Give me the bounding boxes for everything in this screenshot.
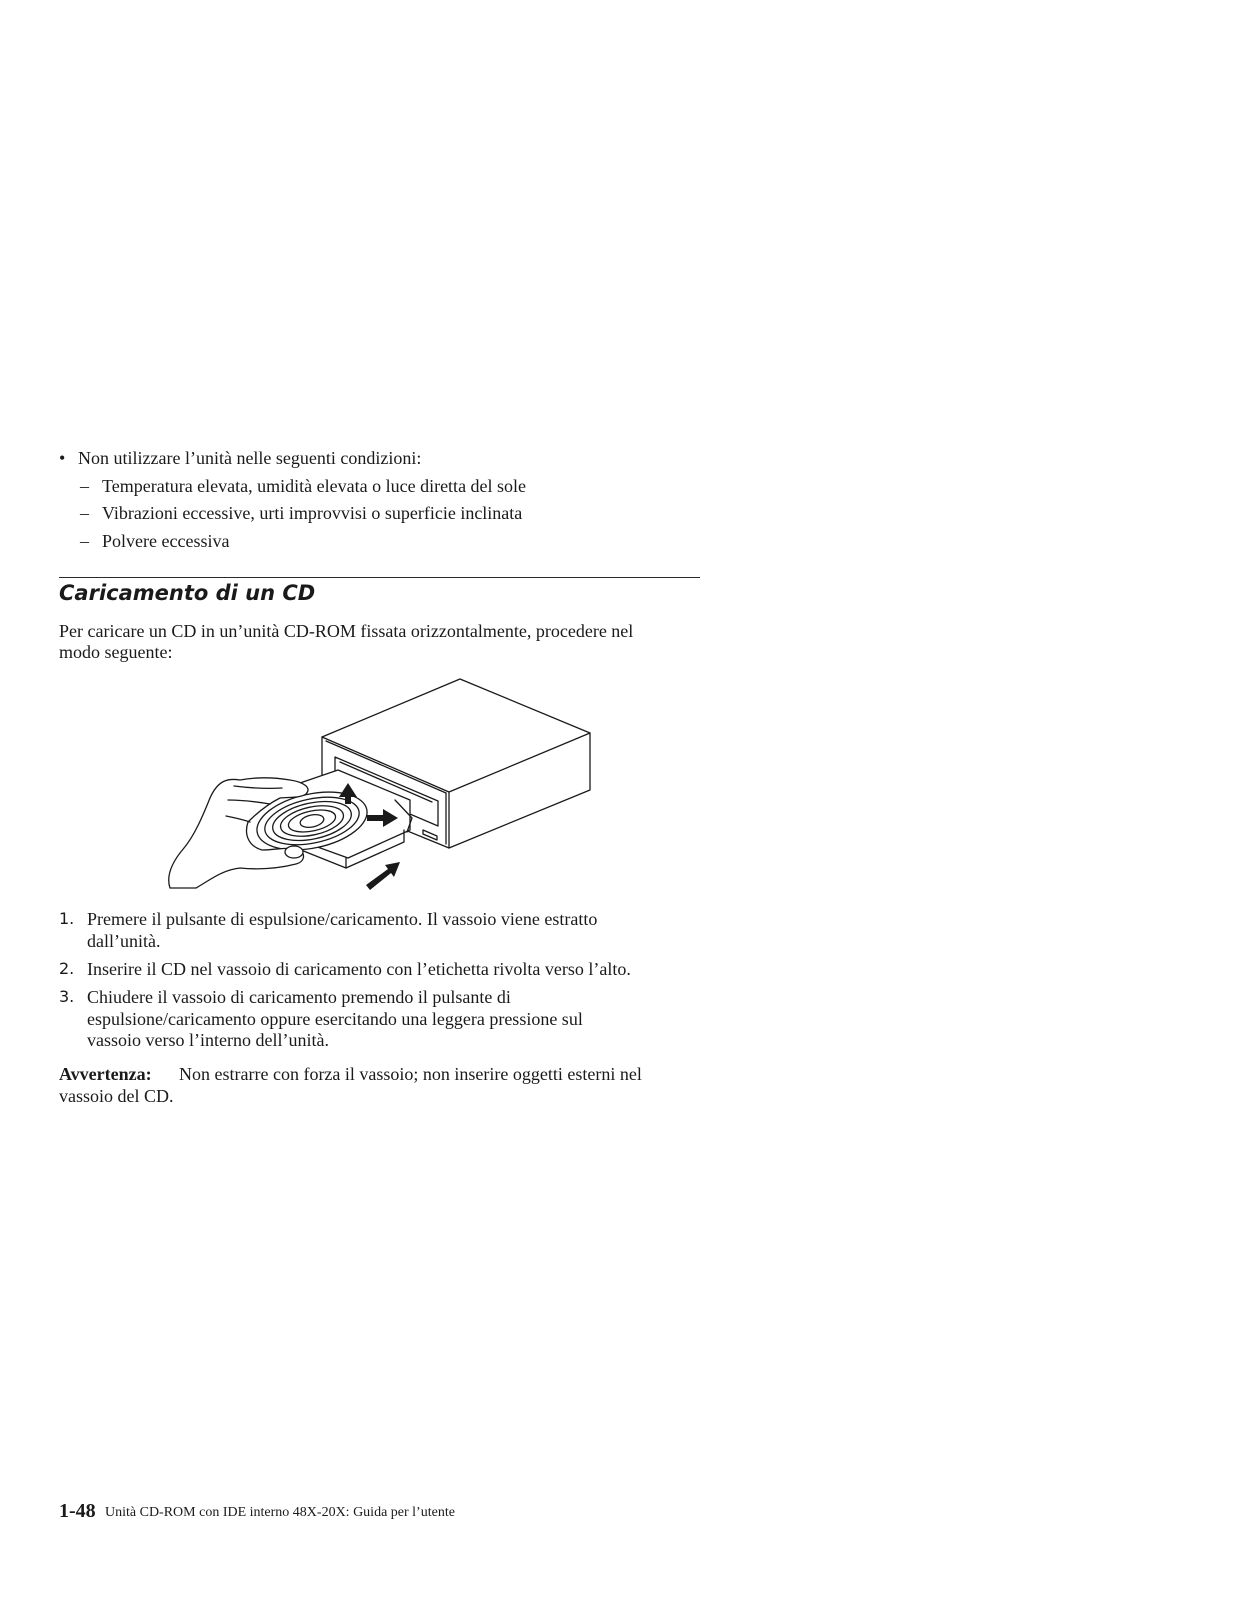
section-title: Caricamento di un CD [59,581,316,605]
page-number: 1-48 [59,1500,96,1522]
step-text-continued: vassoio verso l’interno dell’unità. [87,1030,329,1050]
section-rule [59,577,700,578]
cd-loading-illustration [160,672,600,898]
condition-item-text: Temperatura elevata, umidità elevata o luce diretta del sole [102,476,527,496]
arrow-push-icon [366,862,400,890]
section-intro-line: Per caricare un CD in un’unità CD-ROM fissata orizzontalmente, procedere nel [59,621,634,641]
dash-mark: – [80,531,89,551]
step-number: 3. [59,987,75,1006]
dash-mark: – [80,503,89,523]
condition-item-text: Polvere eccessiva [102,531,230,551]
condition-item-text: Vibrazioni eccessive, urti improvvisi o superficie inclinata [102,503,523,523]
step-text: Premere il pulsante di espulsione/caricamento. Il vassoio viene estratto [87,909,598,929]
step-text: Inserire il CD nel vassoio di caricamento con l’etichetta rivolta verso l’alto. [87,959,631,979]
step-text-continued: dall’unità. [87,931,161,951]
bullet-mark: • [59,448,66,468]
warning-text: Non estrarre con forza il vassoio; non inserire oggetti esterni nel [179,1064,642,1084]
step-text-continued: espulsione/caricamento oppure esercitando una leggera pressione sul [87,1009,583,1029]
step-number: 1. [59,909,75,928]
warning-label: Avvertenza: [59,1064,152,1084]
condition-intro-text: Non utilizzare l’unità nelle seguenti condizioni: [78,448,422,468]
dash-mark: – [80,476,89,496]
step-number: 2. [59,959,75,978]
book-title: Unità CD-ROM con IDE interno 48X-20X: Guida per l’utente [105,1505,455,1520]
step-text: Chiudere il vassoio di caricamento premendo il pulsante di [87,987,511,1007]
section-intro-line: modo seguente: [59,642,173,662]
warning-text-continued: vassoio del CD. [59,1086,174,1106]
